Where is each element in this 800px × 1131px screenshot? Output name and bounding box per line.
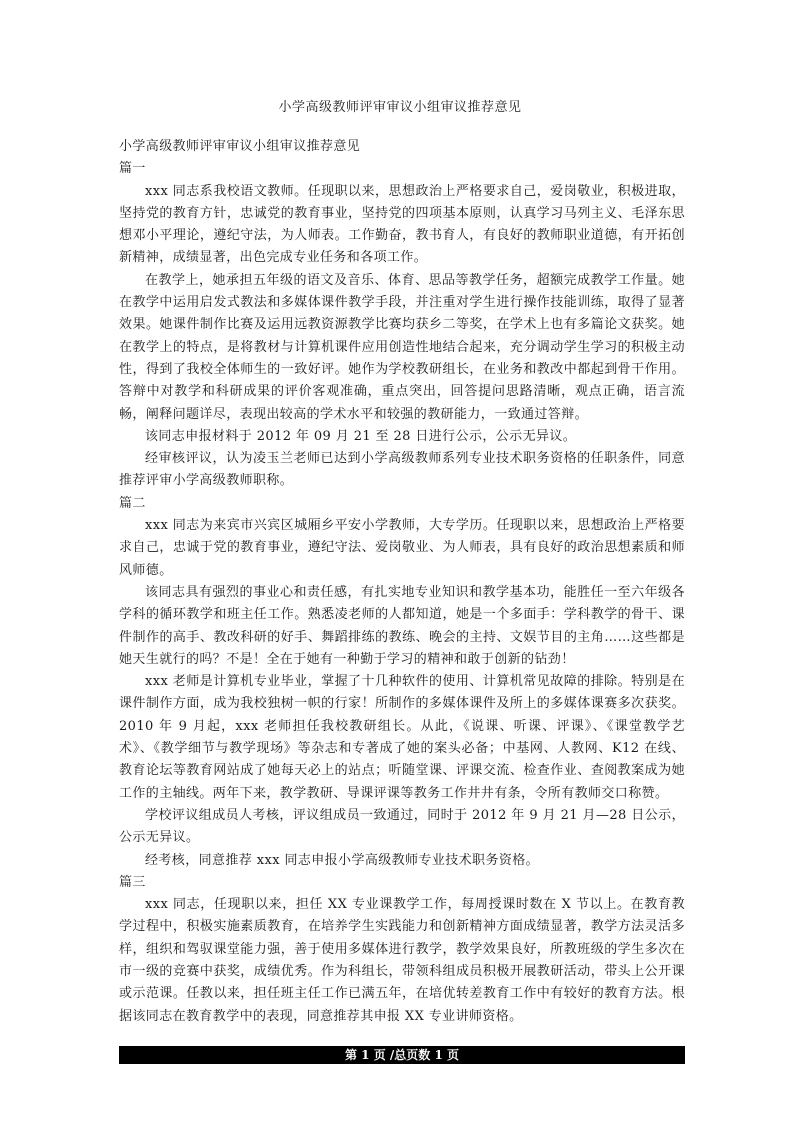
- paragraph: 学校评议组成员人考核，评议组成员一致通过，同时于 2012 年 9 月 21 月—28 日公示，公示无异议。: [119, 807, 685, 846]
- paragraph: xxx 同志，任现职以来，担任 XX 专业课教学工作，每周授课时数在 X 节以上。在教育教学过程中，积极实施素质教育，在培养学生实践能力和创新精神方面成绩显著，教学方法灵活多样，组织和驾驭课堂能力强，善于使用多媒体进行教学，教学效果良好，所教班级的学生多次在市一级的竞赛中获奖，成绩优秀。作为科组长，带领科组成员积极开展教研活动，带头上公开课或示范课。任教以来，担任班主任工作已满五年，在培优转差教育工作中有较好的教育方法。根据该同志在教育教学中的表现，同意推荐其申报 XX 专业讲师资格。: [119, 897, 685, 1024]
- paragraph: 经审核评议，认为凌玉兰老师已达到小学高级教师系列专业技术职务资格的任职条件，同意推荐评审小学高级教师职称。: [119, 451, 685, 489]
- paragraph: xxx 老师是计算机专业毕业，掌握了十几种软件的使用、计算机常见故障的排除。特别是在课件制作方面，成为我校独树一帜的行家！所制作的多媒体课件及所上的多媒体课赛多次获奖。2010 年 9 月起，xxx 老师担任我校教研组长。从此，《说课、听课、评课》、《课堂教学艺术》、《教学细节与教学现场》等杂志和专著成了她的案头必备；中基网、人教网、K12 在线、教育论坛等教育网站成了她每天必上的站点；听随堂课、评课交流、检查作业、查阅教案成为她工作的主轴线。两年下来，教学教研、导课评课等教务工作井井有条，令所有教师交口称赞。: [119, 674, 685, 801]
- section-heading-2: 篇二: [119, 495, 146, 511]
- paragraph: 经考核，同意推荐 xxx 同志申报小学高级教师专业技术职务资格。: [145, 852, 540, 868]
- page-footer: [119, 1046, 685, 1064]
- page-number: 第 1 页 /总页数 1 页: [345, 1048, 459, 1062]
- document-body: [119, 136, 685, 1028]
- page-title: 小学高级教师评审审议小组审议推荐意见: [278, 100, 522, 115]
- section-heading-3: 篇三: [119, 874, 146, 890]
- paragraph: xxx 同志为来宾市兴宾区城厢乡平安小学教师，大专学历。任现职以来，思想政治上严格要求自己，忠诚于党的教育事业，遵纪守法、爱岗敬业、为人师表，具有良好的政治思想素质和师风师德。: [119, 518, 685, 578]
- document-subtitle: 小学高级教师评审审议小组审议推荐意见: [119, 139, 361, 154]
- paragraph: xxx 同志系我校语文教师。任现职以来，思想政治上严格要求自己，爱岗敬业，积极进取，坚持党的教育方针，忠诚党的教育事业，坚持党的四项基本原则，认真学习马列主义、毛泽东思想邓小平理论，遵纪守法，为人师表。工作勤奋，教书育人，有良好的教师职业道德，有开拓创新精神，成绩显著，出色完成专业任务和各项工作。: [119, 183, 685, 266]
- paragraph: 该同志申报材料于 2012 年 09 月 21 至 28 日进行公示，公示无异议。: [145, 428, 577, 444]
- paragraph: 在教学上，她承担五年级的语文及音乐、体育、思品等教学任务，超额完成教学工作量。她在教学中运用启发式教法和多媒体课件教学手段，并注重对学生进行操作技能训练，取得了显著效果。她课件制作比赛及运用远教资源教学比赛均获乡二等奖，在学术上也有多篇论文获奖。她在教学上的特点，是将教材与计算机课件应用创造性地结合起来，充分调动学生学习的积极主动性，得到了我校全体师生的一致好评。她作为学校教研组长，在业务和教改中都起到骨干作用。答辩中对教学和科研成果的评价客观准确，重点突出，回答提问思路清晰，观点正确，语言流畅，阐释问题详尽，表现出较高的学术水平和较强的教研能力，一致通过答辩。: [119, 272, 685, 422]
- paragraph: 该同志具有强烈的事业心和责任感，有扎实地专业知识和教学基本功，能胜任一至六年级各学科的循环教学和班主任工作。熟悉凌老师的人都知道，她是一个多面手：学科教学的骨干、课件制作的高手、教改科研的好手、舞蹈排练的教练、晚会的主持、文娱节目的主角……这些都是她天生就行的吗？不是！全在于她有一种勤于学习的精神和敢于创新的钻劲！: [119, 584, 685, 667]
- section-heading-1: 篇一: [119, 161, 146, 177]
